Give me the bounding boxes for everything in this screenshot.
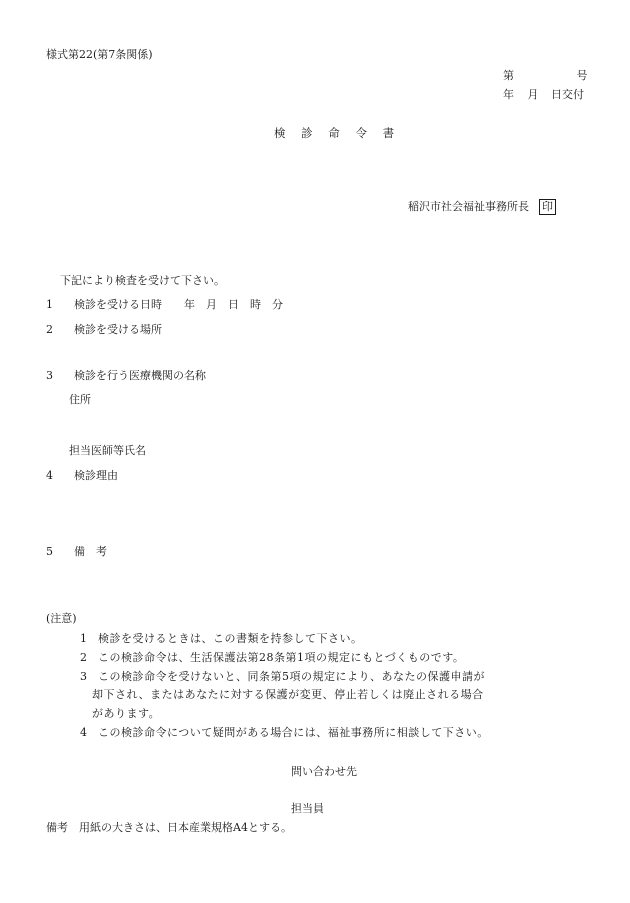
note-1	[80, 633, 363, 644]
item-1-datetime-fields: 年 月 日 時 分	[184, 298, 283, 311]
item-2-label: 検診を受ける場所	[74, 323, 162, 336]
form-number: 様式第22(第7条関係)	[46, 48, 153, 61]
note-1-text: 検診を受けるときは、この書類を持参して下さい。	[98, 632, 363, 645]
item-5	[46, 546, 107, 557]
contact-person: 担当員	[291, 802, 324, 815]
item-3-label: 検診を行う医療機関の名称	[74, 369, 206, 382]
issuer	[408, 199, 556, 215]
intro-text: 下記により検査を受けて下さい。	[60, 274, 225, 287]
seal-stamp: 印	[539, 199, 556, 215]
note-4-number: 4	[80, 726, 88, 739]
issue-date	[503, 89, 584, 100]
issuer-name: 稲沢市社会福祉事務所長	[408, 200, 529, 213]
note-3-text: この検診命令を受けないと、同条第5項の規定により、あなたの保護申請が	[98, 670, 485, 683]
document-title: 検 診 命 令 書	[274, 126, 401, 140]
remark: 備考 用紙の大きさは、日本産業規格A4とする。	[46, 821, 292, 834]
item-3-address-label: 住所	[69, 393, 91, 406]
note-2-text: この検診命令は、生活保護法第28条第1項の規定にもとづくものです。	[98, 651, 465, 664]
note-4-text: この検診命令について疑問がある場合には、福祉事務所に相談して下さい。	[98, 726, 489, 739]
note-3-continuation-2: があります。	[92, 707, 161, 720]
document-number-dai: 第	[503, 69, 514, 82]
issue-date-month: 月	[527, 88, 539, 101]
document-number	[503, 70, 588, 81]
item-4	[46, 470, 118, 481]
item-2	[46, 324, 162, 335]
item-3-doctor-label: 担当医師等氏名	[69, 444, 146, 457]
issue-date-year: 年	[503, 88, 514, 101]
item-1-label: 検診を受ける日時	[74, 298, 162, 311]
item-4-number: 4	[46, 469, 53, 482]
note-3-continuation-1: 却下され、またはあなたに対する保護が変更、停止若しくは廃止される場合	[92, 688, 484, 701]
item-3	[46, 370, 206, 381]
contact-heading: 問い合わせ先	[291, 765, 357, 778]
issue-date-day: 日交付	[551, 88, 584, 101]
notes-heading: (注意)	[46, 612, 77, 625]
item-5-label: 備 考	[74, 545, 107, 558]
item-1	[46, 299, 283, 310]
note-4	[80, 727, 489, 738]
item-4-label: 検診理由	[74, 469, 118, 482]
note-3	[80, 671, 485, 682]
item-3-number: 3	[46, 369, 53, 382]
note-2	[80, 652, 464, 663]
note-1-number: 1	[80, 632, 88, 645]
note-2-number: 2	[80, 651, 88, 664]
item-5-number: 5	[46, 545, 53, 558]
document-number-go: 号	[576, 69, 588, 82]
note-3-number: 3	[80, 670, 88, 683]
item-1-number: 1	[46, 298, 53, 311]
item-2-number: 2	[46, 323, 53, 336]
